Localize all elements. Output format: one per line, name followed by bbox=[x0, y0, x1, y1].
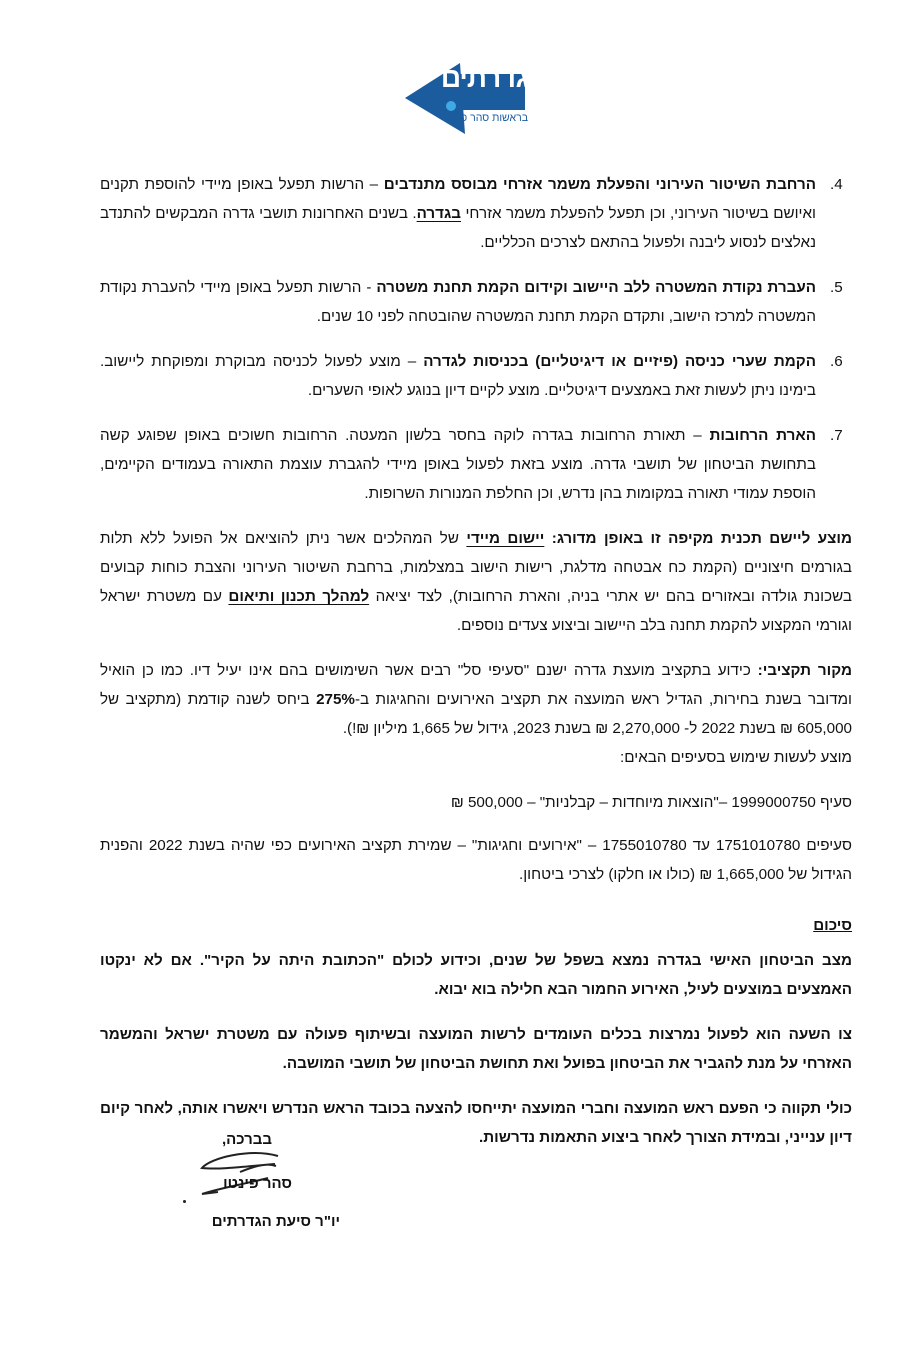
item-title: העברת נקודת המשטרה ללב היישוב וקידום הקמת תחנת משטרה bbox=[376, 279, 816, 296]
underlined-gedera: בגדרה bbox=[416, 205, 462, 222]
list-item-7 bbox=[100, 421, 852, 508]
item-number: 6. bbox=[830, 353, 843, 370]
document-body bbox=[100, 170, 852, 1168]
budget-text: מוצע לעשות שימוש בסעיפים הבאים: bbox=[620, 749, 852, 766]
list-item-6 bbox=[100, 347, 852, 405]
signer-name: סהר פינטו bbox=[223, 1175, 292, 1192]
item-title: הארת הרחובות bbox=[709, 427, 817, 444]
summary-title: סיכום bbox=[813, 917, 852, 934]
summary-section bbox=[100, 946, 852, 1152]
signer-role: יו"ר סיעת הגדרתים bbox=[211, 1213, 340, 1230]
plan-text: עם משטרת ישראל וגורמי המקצוע להקמת תחנה בלב היישוב וביצוע צעדים נוספים. bbox=[100, 588, 852, 634]
item-text: – תאורת הרחובות בגדרה לוקה בחסר בלשון המעטה. הרחובות חשוכים באופן שפוגע קשה בתחושת הביטחון של תושבי גדרה. מוצע בזאת לפעול באופן מיידי להגברת עוצמת התאורה בעמודים הקיימים, הוספת עמודי תאורה במקומות בהן נדרש, וכן החלפת המנורות השרופות. bbox=[100, 427, 816, 502]
item-number: 7. bbox=[830, 427, 843, 444]
summary-paragraph: צו השעה הוא לפעול נמרצות בכלים העומדים לרשות המועצה ובשיתוף פעולה עם משטרת ישראל והמשמר האזרחי על מנת להגביר את הביטחון בפועל ואת תחושת הביטחון של תושבי המושבה. bbox=[100, 1026, 852, 1072]
item-text: – מוצע לפעול לכניסה מבוקרת ומפוקחת ליישוב. בימינו ניתן לעשות זאת באמצעים דיגיטליים. מוצע לקיים דיון בנוגע לאופי השערים. bbox=[100, 353, 816, 399]
item-text: . בשנים האחרונות תושבי גדרה המבקשים להתנדב נאלצים לנסוע ליבנה ולפעול בהתאם לצרכים הכלליים. bbox=[100, 205, 816, 251]
item-number: 4. bbox=[830, 176, 843, 193]
item-title: הרחבת השיטור העירוני והפעלת משמר אזרחי מבוסס מתנדבים bbox=[383, 176, 816, 193]
plan-lead: מוצע ליישם תכנית מקיפה זו באופן מדורג: bbox=[544, 530, 852, 547]
item-text: – הרשות תפעל באופן מיידי להוספת תקנים ואיושם בשיטור העירוני, וכן תפעל להפעלת משמר אזרחי bbox=[100, 176, 816, 222]
budget-percent: 275% bbox=[316, 691, 355, 708]
budget-text: כידוע בתקציב מועצת גדרה ישנם "סעיפי סל" רבים אשר השימושים בהם אינו יעיל דיו. כמו כן הואיל ומדובר בשנת בחירות, הגדיל ראש המועצה את תקציב האירועים והחגיגות ב- bbox=[100, 662, 852, 708]
plan-coordination: למהלך תכנון ותיאום bbox=[228, 588, 370, 605]
greeting: בברכה, bbox=[221, 1131, 272, 1148]
budget-label: מקור תקציבי: bbox=[757, 662, 852, 679]
summary-paragraph: מצב הביטחון האישי בגדרה נמצא בשפל של שנים, וכידוע לכולם "הכתובת היתה על הקיר". אם לא ינקטו האמצעים במוצעים לעיל, האירוע החמור הבא חלילה בוא יבוא. bbox=[100, 952, 852, 998]
list-item-5 bbox=[100, 273, 852, 331]
budget-line-1: סעיף 1999000750 –"הוצאות מיוחדות – קבלניות" – 500,000 ₪ bbox=[450, 794, 852, 811]
budget-line-2: סעיפים 1751010780 עד 1755010780 – "אירועים וחגיגות" – שמירת תקציב האירועים כפי שהיה בשנת 2022 והפנית הגידול של 1,665,000 ₪ (כולו או חלקו) לצרכי ביטחון. bbox=[100, 837, 852, 883]
budget-text: ביחס לשנה קודמת (מתקציב של 605,000 ₪ בשנת 2022 ל- 2,270,000 ₪ בשנת 2023, גידול של 1,665 מיליון ₪!). bbox=[100, 691, 852, 737]
list-item-4 bbox=[100, 170, 852, 257]
item-title: הקמת שערי כניסה (פיזיים או דיגיטליים) בכניסות לגדרה bbox=[423, 353, 816, 370]
item-number: 5. bbox=[830, 279, 843, 296]
plan-immediate: יישום מיידי bbox=[466, 530, 545, 547]
item-text: - הרשות תפעל באופן מיידי להעברת נקודת המשטרה למרכז הישוב, ותקדם הקמת תחנת המשטרה שהובטחה לפני 10 שנים. bbox=[100, 279, 816, 325]
plan-text: של המהלכים אשר ניתן להוציאם אל הפועל ללא תלות בגורמים חיצוניים (הקמת כח אבטחה מדלגת, רישות הישוב במצלמות, ברחבת השיטור העירוני והצבת כוחות קבועים בשכונת גולדה ובאזורים בהם יש אתרי בניה, והארת הרחובות), לצד יציאה bbox=[100, 530, 852, 605]
signature-block bbox=[150, 1125, 340, 1237]
logo-name: גדרתים bbox=[440, 62, 528, 93]
budget-paragraph bbox=[100, 656, 852, 772]
summary-paragraph: כולי תקווה כי הפעם ראש המועצה וחברי המועצה יתייחסו להצעה בכובד הראש הנדרש ויאשרו אותה, לאחר קיום דיון ענייני, ובמידת הצורך לאחר ביצוע התאמות נדרשות. bbox=[100, 1100, 852, 1146]
logo-subtitle: בראשות סהר פינטו bbox=[444, 112, 528, 124]
plan-paragraph bbox=[100, 524, 852, 640]
